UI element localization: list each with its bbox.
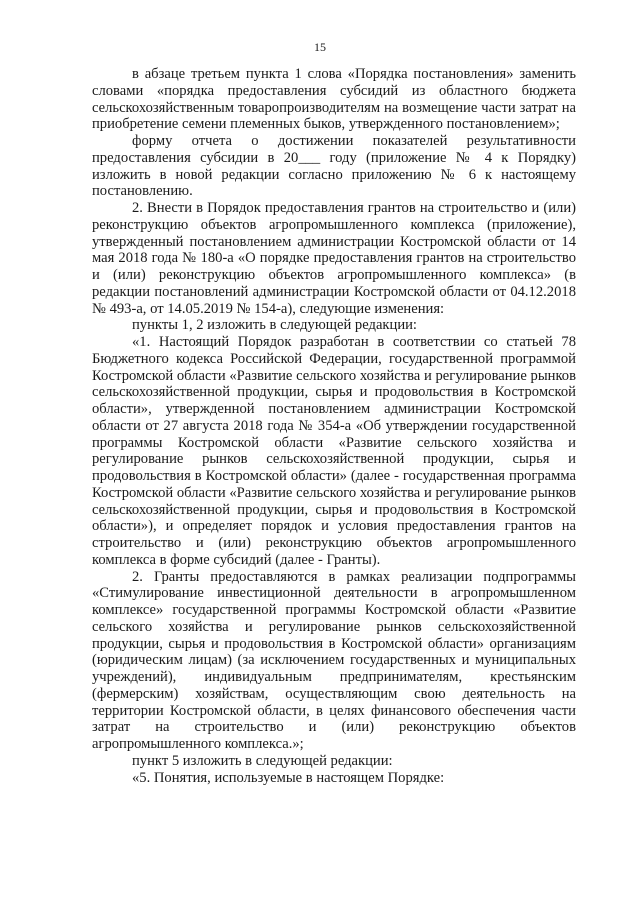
document-body xyxy=(92,66,576,786)
paragraph-quote-2: 2. Гранты предоставляются в рамках реализации подпрограммы «Стимулирование инвестиционной деятельности в агропромышленном комплексе» государственной программы Костромской области «Развитие сельского хозяйства и регулирование рынков сельскохозяйственной продукции, сырья и продовольствия в Костромской области» организациям (юридическим лицам) (за исключением государственных и муниципальных учреждений), индивидуальным предпринимателям, крестьянским (фермерским) хозяйствам, осуществляющим свою деятельность на территории Костромской области, в целях финансового обеспечения части затрат на строительство и (или) реконструкцию объектов агропромышленного комплекса.»; xyxy=(92,568,576,752)
paragraph-item-2: 2. Внести в Порядок предоставления грантов на строительство и (или) реконструкцию объектов агропромышленного комплекса (приложение), утвержденный постановлением администрации Костромской области от 14 мая 2018 года № 180-а «О порядке предоставления грантов на строительство и (или) реконструкцию объектов агропромышленного комплекса» (в редакции постановлений администрации Костромской области от 04.12.2018 № 493-а, от 14.05.2019 № 154-а), следующие изменения: xyxy=(92,200,576,317)
paragraph-report-form: форму отчета о достижении показателей результативности предоставления субсидии в 20___ году (приложение № 4 к Порядку) изложить в новой редакции согласно приложению № 6 к настоящему постановлению. xyxy=(92,133,576,200)
paragraph-amend-abzac: в абзаце третьем пункта 1 слова «Порядка постановления» заменить словами «порядка предоставления субсидий из областного бюджета сельскохозяйственным товаропроизводителям на возмещение части затрат на приобретение семени племенных быков, утвержденного постановлением»; xyxy=(92,66,576,133)
paragraph-quote-1: «1. Настоящий Порядок разработан в соответствии со статьей 78 Бюджетного кодекса Российской Федерации, государственной программой Костромской области «Развитие сельского хозяйства и регулирование рынков сельскохозяйственной продукции, сырья и продовольствия в Костромской области», утвержденной постановлением администрации Костромской области от 27 августа 2018 года № 354-а «Об утверждении государственной программы Костромской области «Развитие сельского хозяйства и регулирование рынков сельскохозяйственной продукции, сырья и продовольствия в Костромской области» (далее - государственная программа Костромской области «Развитие сельского хозяйства и регулирование рынков сельскохозяйственной продукции, сырья и продовольствия в Костромской области»), и определяет порядок и условия предоставления грантов на строительство и (или) реконструкцию объектов агропромышленного комплекса в форме субсидий (далее - Гранты). xyxy=(92,334,576,568)
page-number: 15 xyxy=(314,40,326,54)
paragraph-quote-5: «5. Понятия, используемые в настоящем Порядке: xyxy=(132,769,445,786)
paragraph-point-5: пункт 5 изложить в следующей редакции: xyxy=(132,752,393,769)
paragraph-points-1-2: пункты 1, 2 изложить в следующей редакции: xyxy=(132,317,417,334)
